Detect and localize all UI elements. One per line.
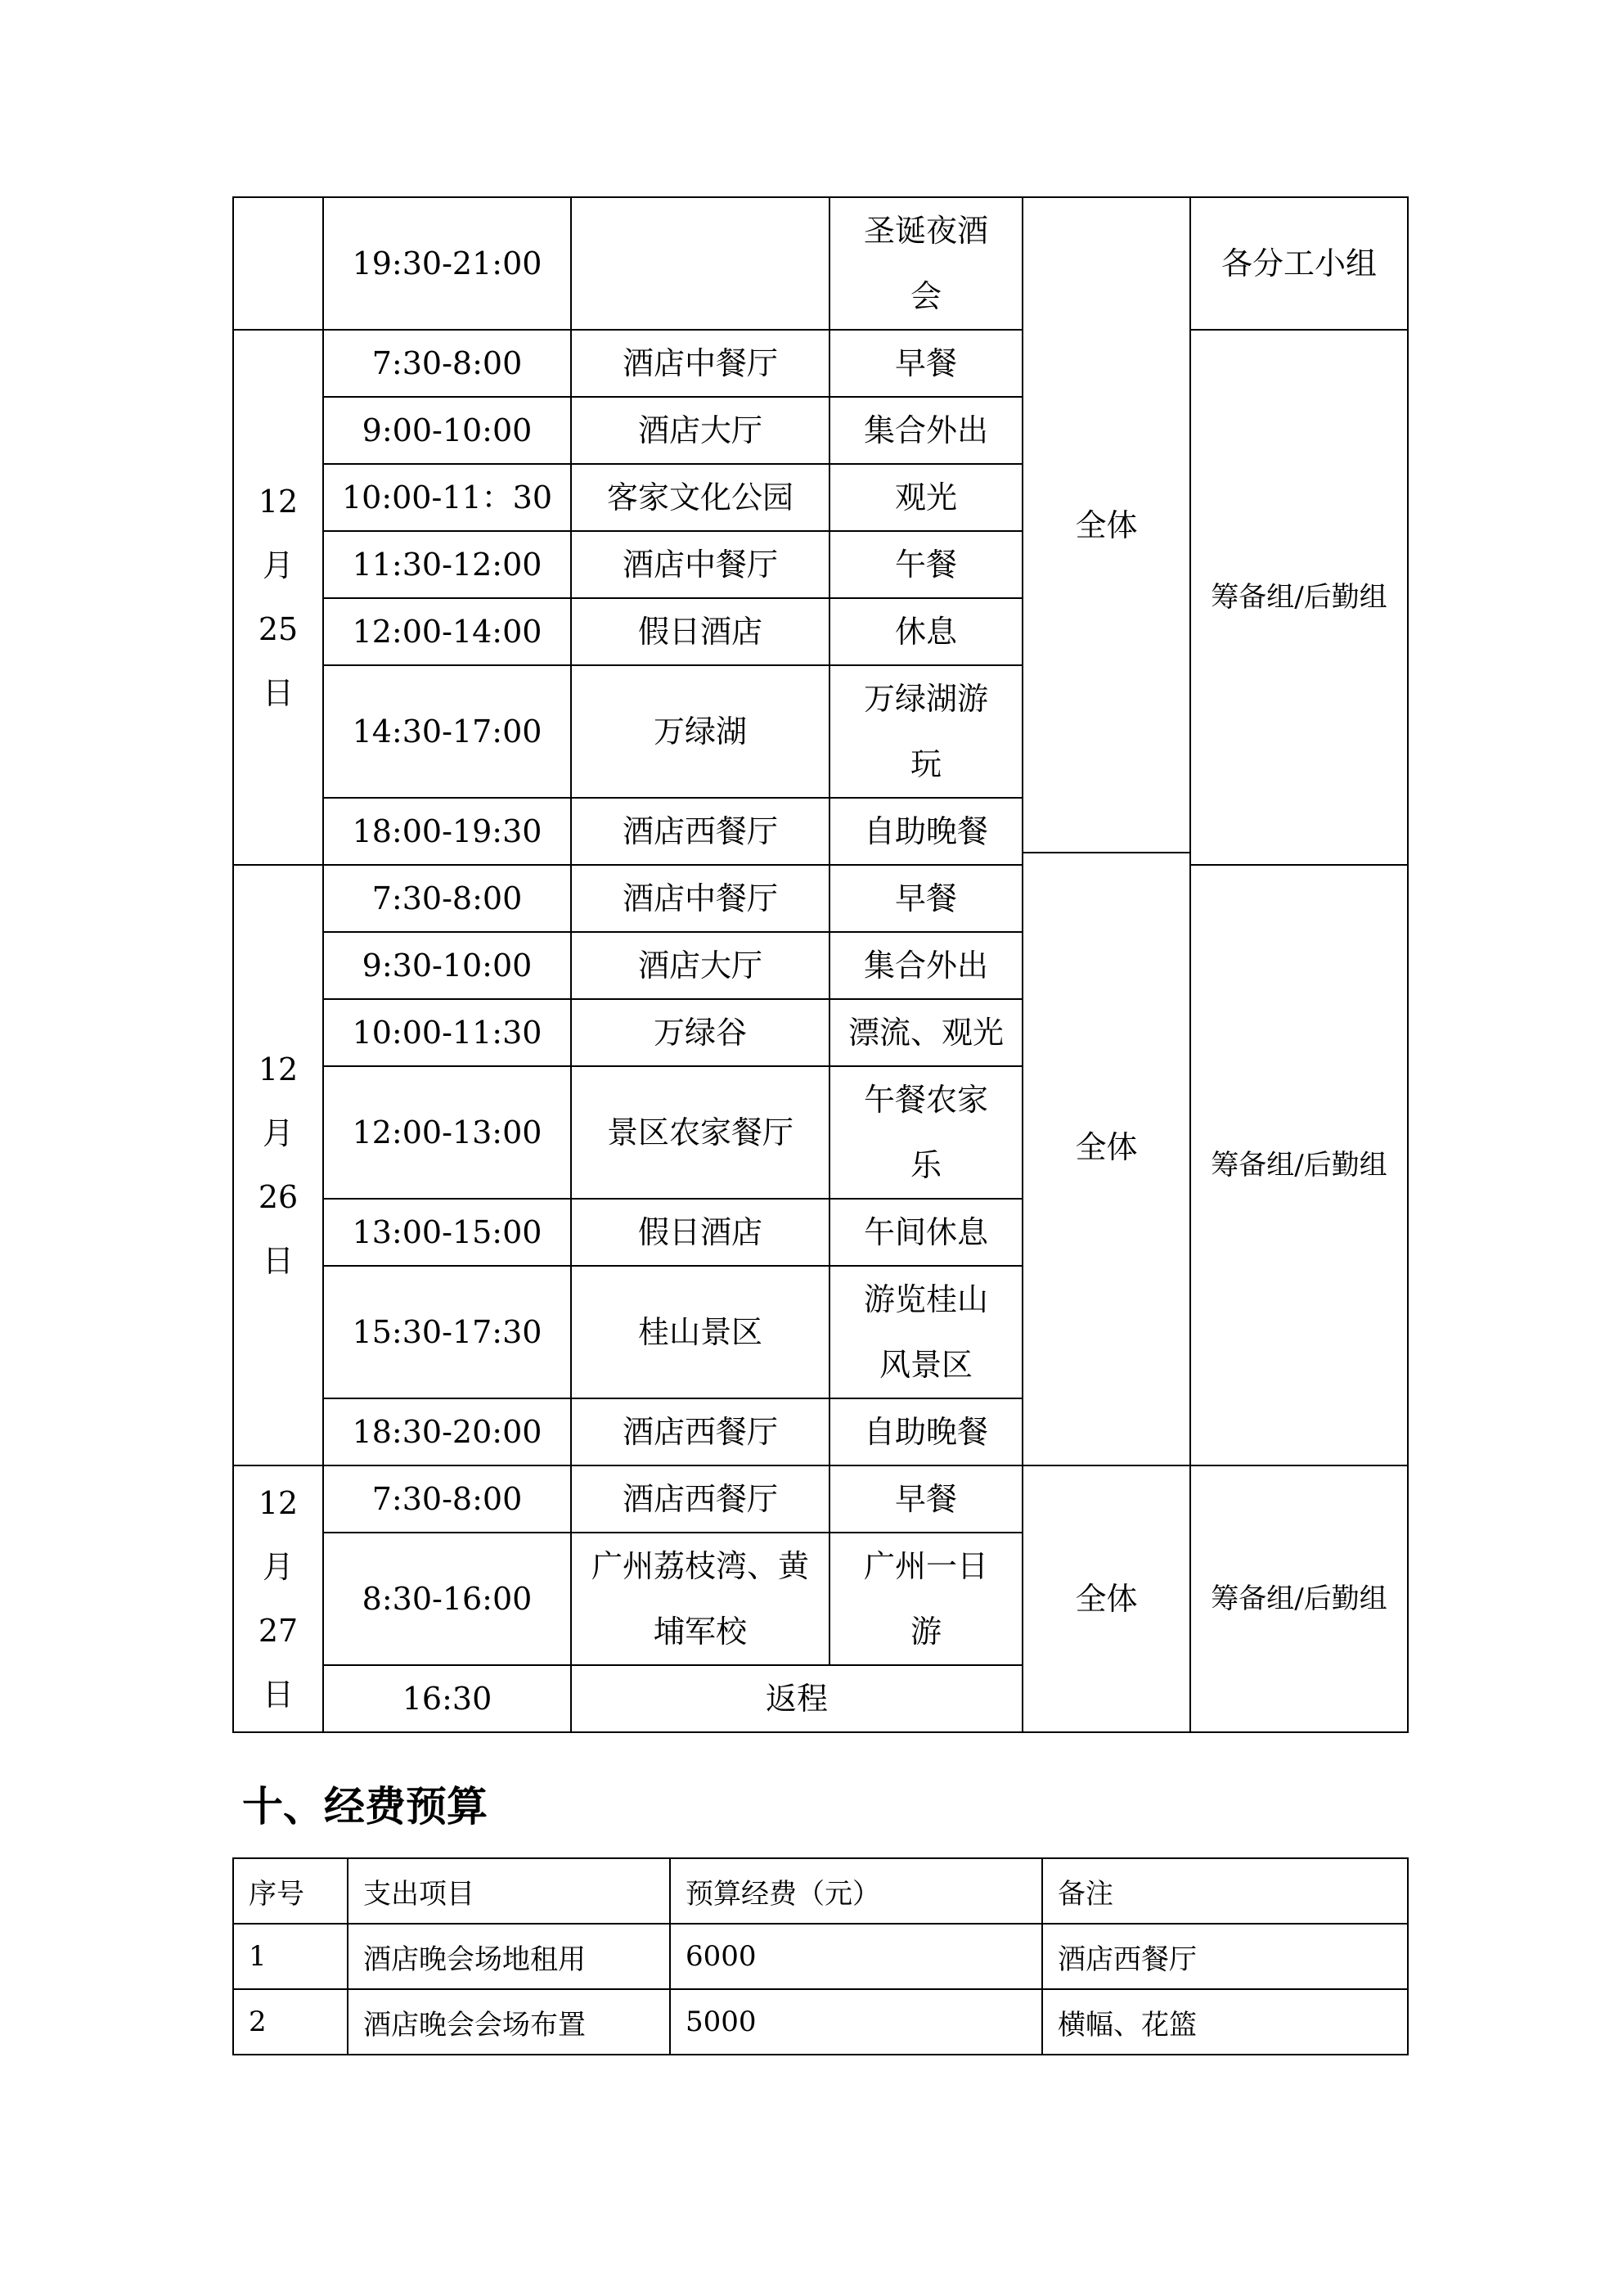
row-divider bbox=[1022, 852, 1191, 853]
activity-cell: 圣诞夜酒会 bbox=[829, 197, 1023, 330]
table-header-row bbox=[233, 1858, 1408, 1924]
table-cell: 1 bbox=[233, 1924, 348, 1989]
place-cell: 景区农家餐厅 bbox=[571, 1066, 829, 1199]
activity-cell: 午餐 bbox=[829, 531, 1023, 598]
table-cell: 6000 bbox=[670, 1924, 1042, 1989]
column-header: 序号 bbox=[233, 1858, 348, 1924]
table-row bbox=[233, 1924, 1408, 1989]
activity-cell: 午餐农家乐 bbox=[829, 1066, 1023, 1199]
schedule-table bbox=[232, 196, 1409, 1733]
time-cell: 7:30-8:00 bbox=[323, 865, 571, 932]
participants-label: 全体 bbox=[1075, 1129, 1138, 1165]
group-cell: 各分工小组 bbox=[1190, 197, 1408, 330]
time-cell: 18:00-19:30 bbox=[323, 798, 571, 865]
date-cell-empty bbox=[233, 197, 323, 330]
place-cell: 广州荔枝湾、黄埔军校 bbox=[571, 1533, 829, 1665]
table-row bbox=[233, 1989, 1408, 2055]
table-cell: 酒店西餐厅 bbox=[1042, 1924, 1408, 1989]
place-cell: 酒店大厅 bbox=[571, 397, 829, 464]
group-cell: 筹备组/后勤组 bbox=[1190, 865, 1408, 1465]
activity-cell: 自助晚餐 bbox=[829, 1398, 1023, 1465]
table-cell: 酒店晚会场地租用 bbox=[348, 1924, 670, 1989]
section-title: 十、经费预算 bbox=[242, 1783, 488, 1830]
time-cell: 16:30 bbox=[323, 1665, 571, 1732]
table-cell: 酒店晚会会场布置 bbox=[348, 1989, 670, 2055]
place-cell: 桂山景区 bbox=[571, 1266, 829, 1398]
activity-cell: 集合外出 bbox=[829, 397, 1023, 464]
table-cell: 5000 bbox=[670, 1989, 1042, 2055]
participants-label: 全体 bbox=[1075, 507, 1138, 543]
activity-cell: 早餐 bbox=[829, 865, 1023, 932]
time-cell: 8:30-16:00 bbox=[323, 1533, 571, 1665]
group-cell: 筹备组/后勤组 bbox=[1190, 330, 1408, 865]
time-cell: 12:00-13:00 bbox=[323, 1066, 571, 1199]
time-cell: 10:00-11：30 bbox=[323, 464, 571, 531]
activity-cell: 早餐 bbox=[829, 330, 1023, 397]
activity-cell: 广州一日游 bbox=[829, 1533, 1023, 1665]
activity-cell: 集合外出 bbox=[829, 932, 1023, 999]
table-row bbox=[233, 197, 1408, 330]
table-row bbox=[233, 330, 1408, 397]
activity-cell: 休息 bbox=[829, 598, 1023, 665]
participants-cell bbox=[1023, 197, 1190, 1465]
date-cell-dec27: 12 月 27 日 bbox=[233, 1465, 323, 1732]
place-cell: 酒店大厅 bbox=[571, 932, 829, 999]
place-cell: 假日酒店 bbox=[571, 1199, 829, 1266]
place-cell: 客家文化公园 bbox=[571, 464, 829, 531]
table-row bbox=[233, 1465, 1408, 1533]
activity-cell: 自助晚餐 bbox=[829, 798, 1023, 865]
place-cell: 酒店西餐厅 bbox=[571, 1398, 829, 1465]
place-cell: 酒店西餐厅 bbox=[571, 798, 829, 865]
table-cell: 2 bbox=[233, 1989, 348, 2055]
place-cell: 酒店中餐厅 bbox=[571, 865, 829, 932]
time-cell: 18:30-20:00 bbox=[323, 1398, 571, 1465]
place-cell: 酒店中餐厅 bbox=[571, 330, 829, 397]
table-cell: 横幅、花篮 bbox=[1042, 1989, 1408, 2055]
time-cell: 15:30-17:30 bbox=[323, 1266, 571, 1398]
budget-table bbox=[232, 1857, 1409, 2055]
activity-cell: 早餐 bbox=[829, 1465, 1023, 1533]
activity-cell: 午间休息 bbox=[829, 1199, 1023, 1266]
date-cell-dec26: 12 月 26 日 bbox=[233, 865, 323, 1465]
merged-cell: 返程 bbox=[571, 1665, 1023, 1732]
place-cell: 万绿湖 bbox=[571, 665, 829, 798]
time-cell: 9:30-10:00 bbox=[323, 932, 571, 999]
activity-cell: 游览桂山风景区 bbox=[829, 1266, 1023, 1398]
column-header: 预算经费（元） bbox=[670, 1858, 1042, 1924]
group-cell: 筹备组/后勤组 bbox=[1190, 1465, 1408, 1732]
column-header: 支出项目 bbox=[348, 1858, 670, 1924]
place-cell bbox=[571, 197, 829, 330]
activity-cell: 漂流、观光 bbox=[829, 999, 1023, 1066]
time-cell: 9:00-10:00 bbox=[323, 397, 571, 464]
column-header: 备注 bbox=[1042, 1858, 1408, 1924]
time-cell: 19:30-21:00 bbox=[323, 197, 571, 330]
time-cell: 7:30-8:00 bbox=[323, 330, 571, 397]
activity-cell: 万绿湖游玩 bbox=[829, 665, 1023, 798]
time-cell: 7:30-8:00 bbox=[323, 1465, 571, 1533]
time-cell: 11:30-12:00 bbox=[323, 531, 571, 598]
participants-cell: 全体 bbox=[1023, 1465, 1190, 1732]
time-cell: 14:30-17:00 bbox=[323, 665, 571, 798]
time-cell: 13:00-15:00 bbox=[323, 1199, 571, 1266]
date-cell-dec25: 12 月 25 日 bbox=[233, 330, 323, 865]
place-cell: 酒店西餐厅 bbox=[571, 1465, 829, 1533]
place-cell: 假日酒店 bbox=[571, 598, 829, 665]
time-cell: 12:00-14:00 bbox=[323, 598, 571, 665]
place-cell: 酒店中餐厅 bbox=[571, 531, 829, 598]
activity-cell: 观光 bbox=[829, 464, 1023, 531]
table-row bbox=[233, 865, 1408, 932]
time-cell: 10:00-11:30 bbox=[323, 999, 571, 1066]
place-cell: 万绿谷 bbox=[571, 999, 829, 1066]
